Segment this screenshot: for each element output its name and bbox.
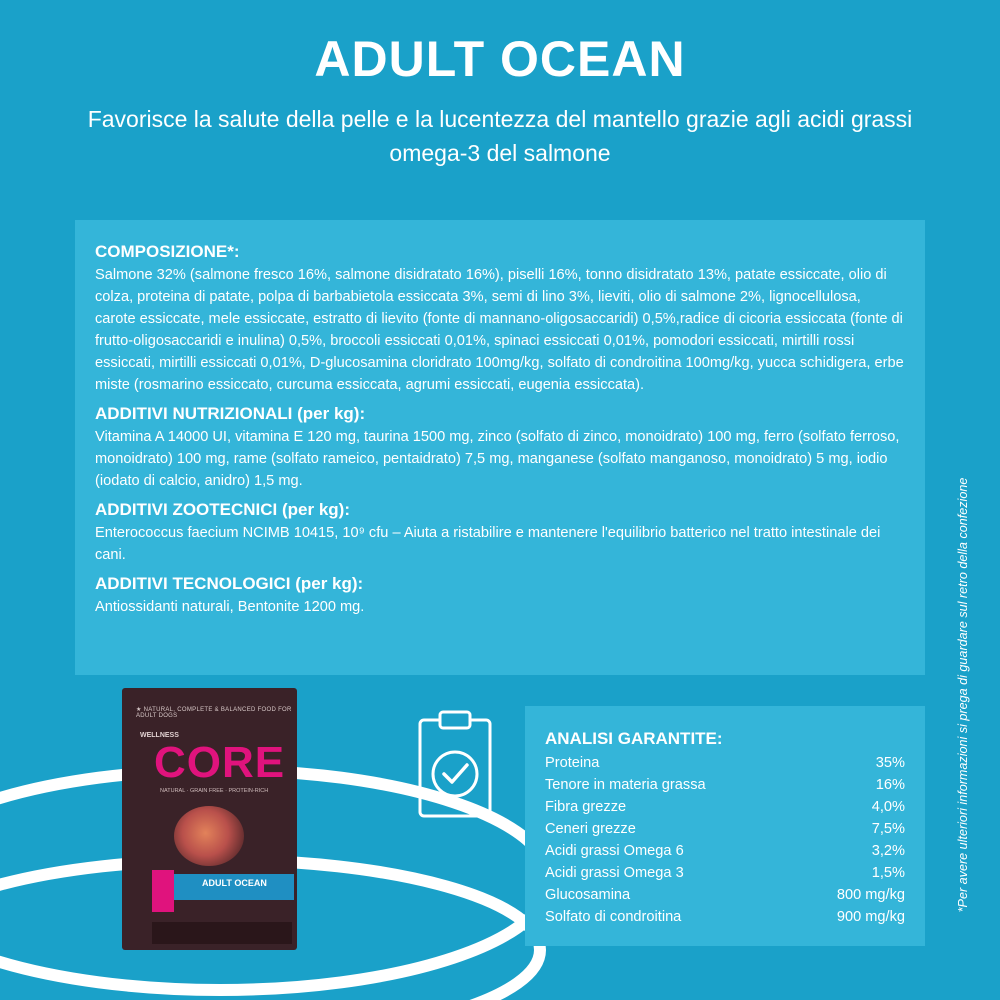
technological-additives-heading: ADDITIVI TECNOLOGICI (per kg): [95,574,364,593]
analysis-value: 35% [875,755,905,771]
analysis-value: 16% [875,777,905,793]
analysis-value: 900 mg/kg [836,909,905,925]
analysis-row [545,752,905,774]
analysis-label: Proteina [545,755,600,771]
package-pink-tab [152,870,174,912]
package-food-photo [174,806,244,866]
composition-heading: COMPOSIZIONE*: [95,242,240,261]
analysis-row [545,884,905,906]
page-subtitle: Favorisce la salute della pelle e la lucentezza del mantello grazie agli acidi grassi omega-3 del salmone [87,106,913,166]
analysis-row [545,862,905,884]
package-brand: WELLNESS [140,732,179,739]
analysis-row [545,906,905,928]
package-tagline: NATURAL · GRAIN FREE · PROTEIN-RICH [160,788,269,794]
analysis-value: 4,0% [871,799,905,815]
analysis-panel [525,706,925,946]
analysis-value: 3,2% [871,843,905,859]
analysis-label: Fibra grezze [545,799,627,815]
page-title: ADULT OCEAN [314,31,686,87]
composition-text: Salmone 32% (salmone fresco 16%, salmone disidratato 16%), piselli 16%, tonno disidratato 13%, patate essiccate, olio di colza, proteina di patate, polpa di barbabietola essiccata 3%, semi di lino 3%, lieviti, olio di salmone 2%, lignocellulosa, carote essiccate, mele essiccate, estratto di lievito (fonte di mannano-oligosaccaridi) 0,5%,radice di cicoria essiccata (fonte di frutto-oligosaccaridi e inulina) 0,5%, broccoli essiccati 0,01%, spinaci essiccati 0,01%, pomodori essiccati, mirtilli rossi essiccati, mirtilli essiccati 0,01%, D-glucosamina cloridrato 100mg/kg, solfato di condroitina 100mg/kg, yucca schidigera, erbe miste (rosmarino essiccato, curcuma essiccata, agrumi essiccati, eugenia essiccata). [95,267,904,393]
analysis-row [545,818,905,840]
analysis-value: 1,5% [871,865,905,881]
nutritional-additives-heading: ADDITIVI NUTRIZIONALI (per kg): [95,404,366,423]
side-footnote: *Per avere ulteriori informazioni si prega di guardare sul retro della confezione [956,477,970,913]
analysis-label: Tenore in materia grassa [545,777,706,793]
package-bottom-band [152,922,292,944]
analysis-value: 800 mg/kg [836,887,905,903]
analysis-label: Acidi grassi Omega 6 [545,843,684,859]
analysis-label: Glucosamina [545,887,631,903]
analysis-row [545,840,905,862]
analysis-label: Ceneri grezze [545,821,636,837]
package-top-text: ★ NATURAL, COMPLETE & BALANCED FOOD FOR ADULT DOGS [136,707,292,719]
zootechnical-additives-heading: ADDITIVI ZOOTECNICI (per kg): [95,500,350,519]
analysis-label: Solfato di condroitina [545,909,682,925]
analysis-row [545,796,905,818]
analysis-value: 7,5% [871,821,905,837]
nutritional-additives-text: Vitamina A 14000 UI, vitamina E 120 mg, taurina 1500 mg, zinco (solfato di zinco, monoidrato) 100 mg, ferro (solfato ferroso, monoidrato) 100 mg, rame (solfato rameico, pentaidrato) 7,5 mg, manganese (solfato manganoso, monoidrato) 5 mg, iodio (iodato di calcio, anidro) 1,5 mg. [95,429,900,489]
product-package-image [122,688,297,950]
package-logo: CORE [154,738,286,787]
technological-additives-text: Antiossidanti naturali, Bentonite 1200 mg. [95,599,365,615]
analysis-label: Acidi grassi Omega 3 [545,865,684,881]
analysis-heading: ANALISI GARANTITE: [545,729,723,748]
clipboard-check-icon [416,708,494,820]
package-product-name: ADULT OCEAN [202,878,267,888]
composition-panel [75,220,925,675]
analysis-row [545,774,905,796]
zootechnical-additives-text: Enterococcus faecium NCIMB 10415, 10⁹ cfu – Aiuta a ristabilire e mantenere l'equilibrio batterico nel tratto intestinale dei cani. [95,525,881,563]
